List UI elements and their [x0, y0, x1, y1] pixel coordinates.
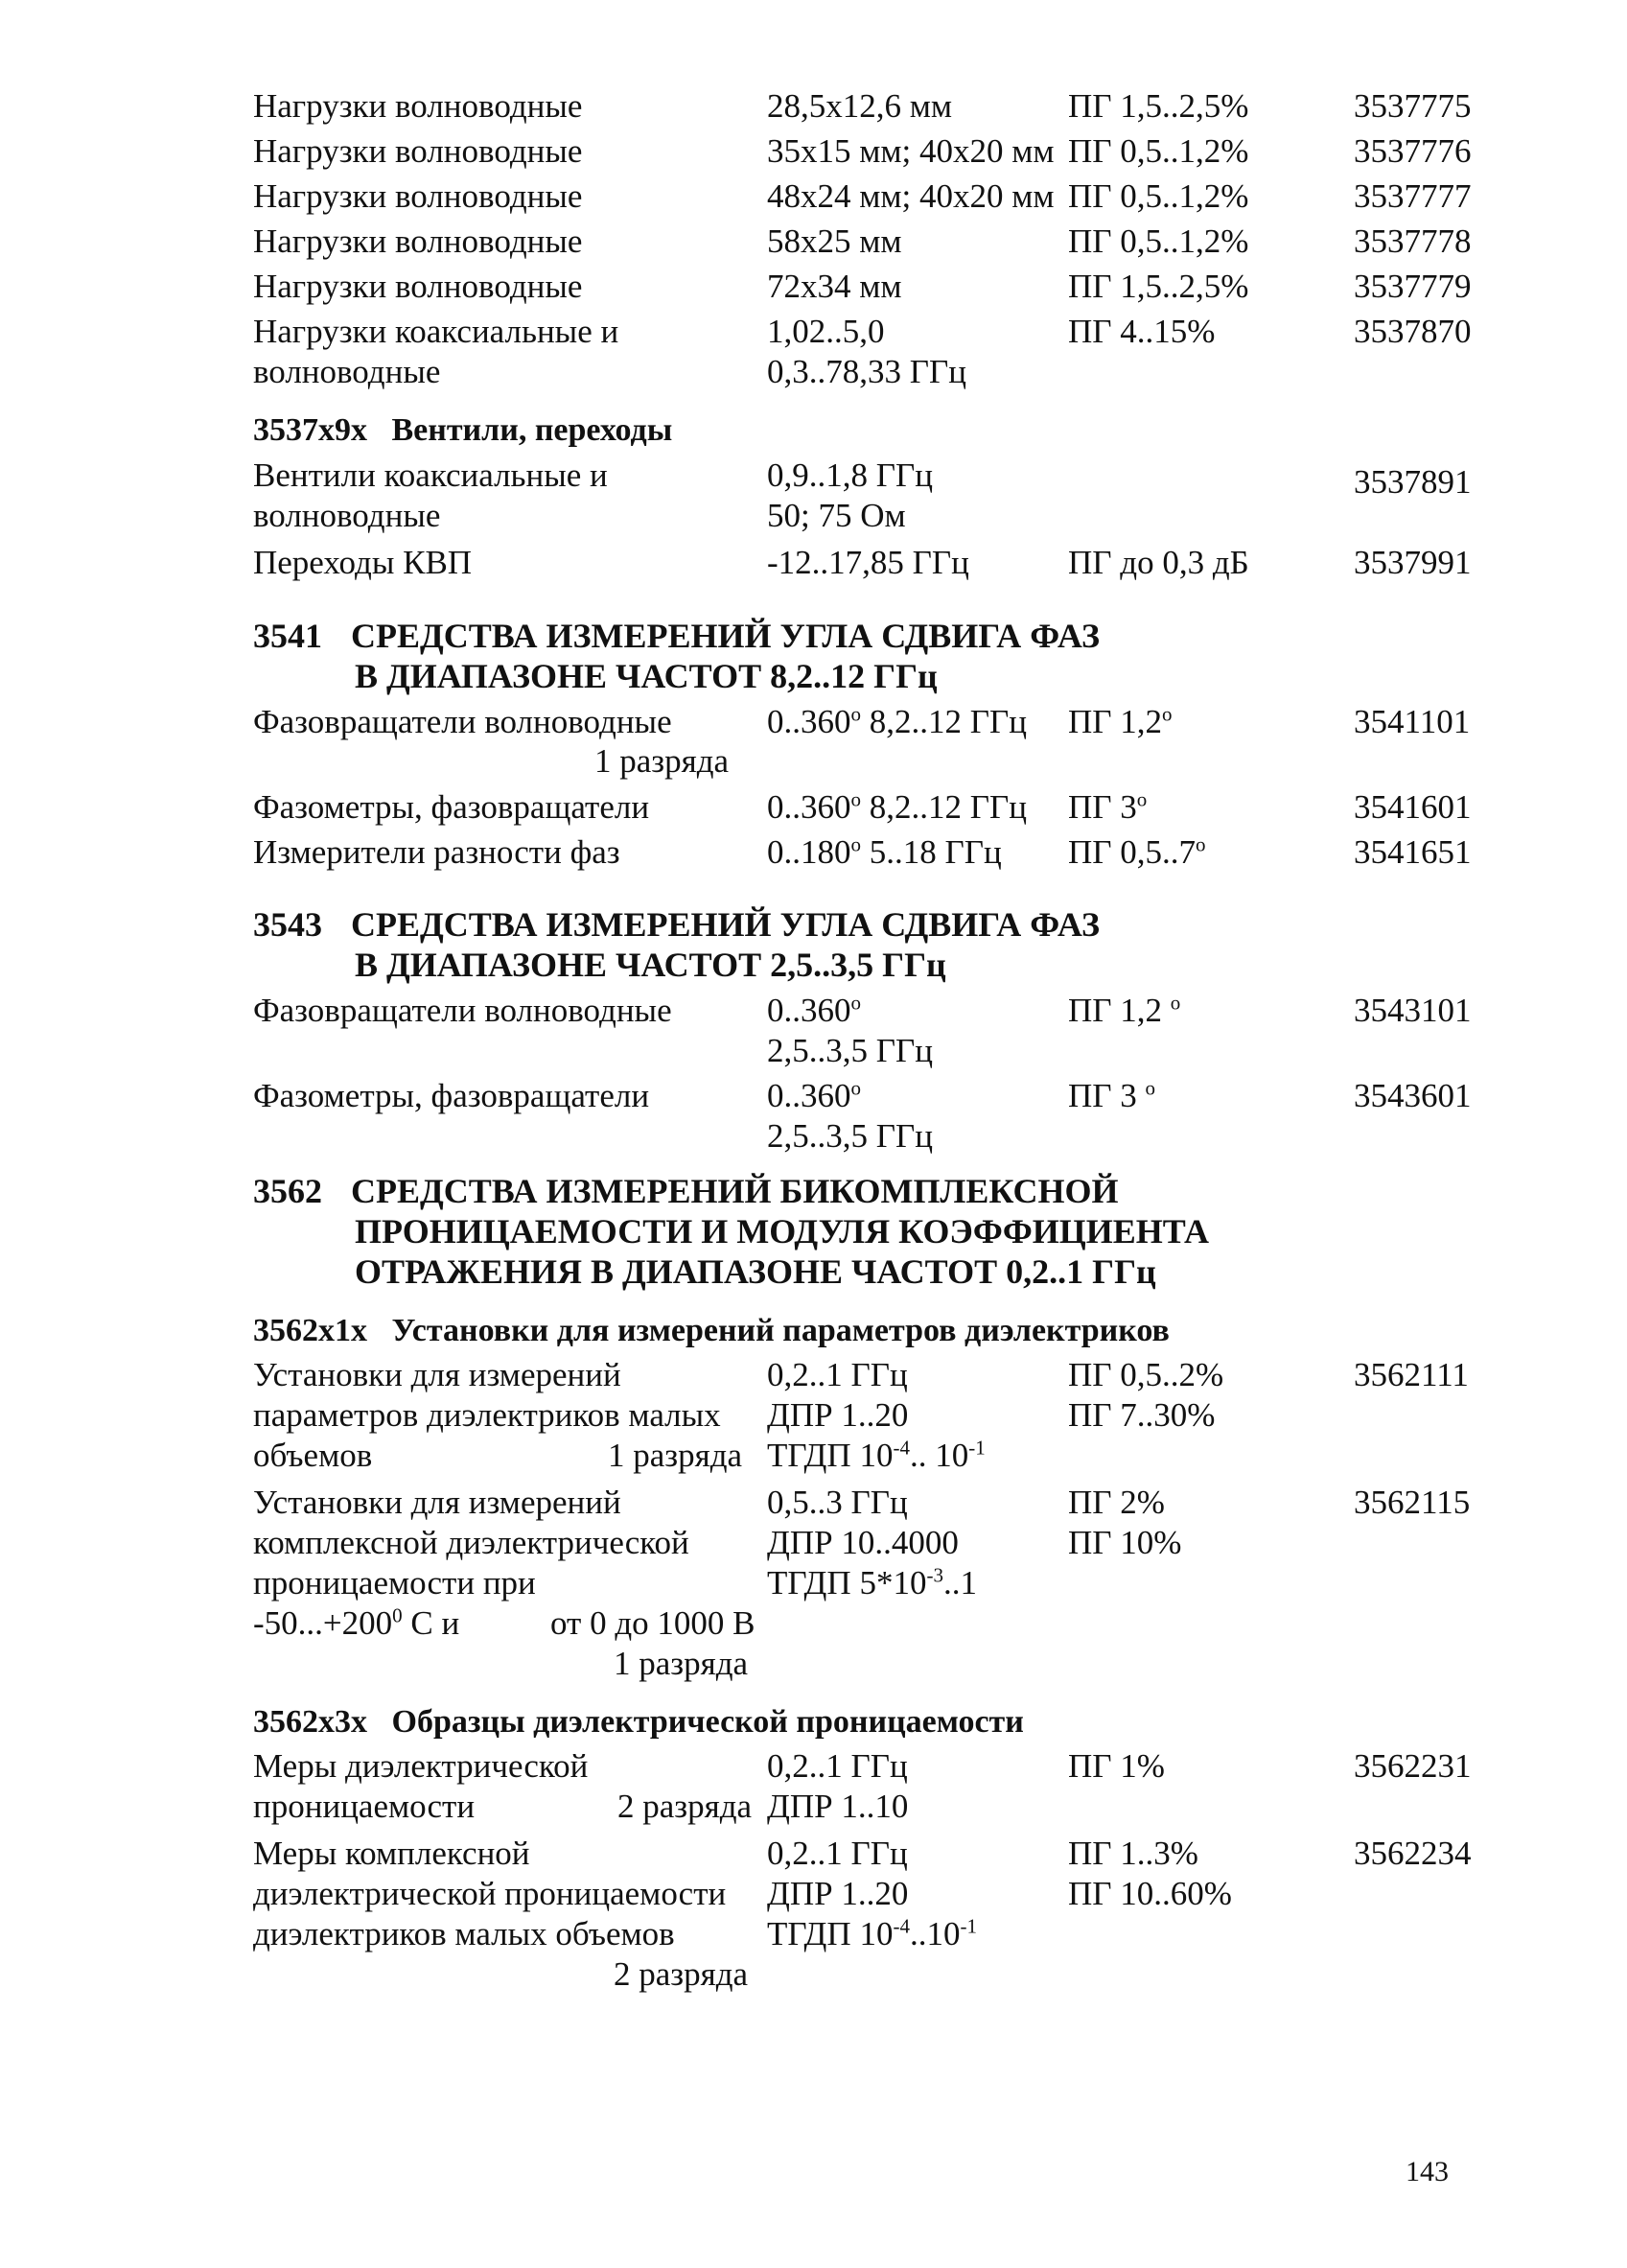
row-error: ПГ 10..60%: [1068, 1875, 1232, 1912]
row-error: ПГ до 0,3 дБ: [1068, 544, 1249, 581]
row-spec-cont: 2,5..3,5 ГГц: [767, 1032, 933, 1069]
row-error: ПГ 0,5..1,2%: [1068, 222, 1249, 260]
row-spec: 0,2..1 ГГц: [767, 1747, 908, 1785]
row-spec: ТГДП $10^{-4}$.. $10^{-1}$: [767, 1436, 986, 1474]
group-heading: [253, 1310, 1170, 1352]
row-code: 3537870: [1354, 313, 1472, 350]
row-spec: 58x25 мм: [767, 222, 902, 260]
row-name: Фазовращатели волноводные: [253, 992, 672, 1029]
row-spec: ТГДП $5*10^{-3}..1$: [767, 1563, 977, 1602]
row-name: Меры диэлектрической: [253, 1747, 589, 1785]
row-spec: ДПР 1..10: [767, 1788, 909, 1825]
row-name-cont: комплексной диэлектрической: [253, 1524, 689, 1561]
row-name: Нагрузки коаксиальные и: [253, 313, 619, 350]
row-code: 3537991: [1354, 544, 1472, 581]
section-title: ОТРАЖЕНИЯ В ДИАПАЗОНЕ ЧАСТОТ 0,2..1 ГГц: [355, 1252, 1156, 1291]
row-error: ПГ 7..30%: [1068, 1396, 1216, 1434]
row-name: Вентили коаксиальные и: [253, 456, 608, 494]
row-spec: 0..360$^o$ 8,2..12 ГГц: [767, 702, 1027, 740]
row-error: ПГ 3 $^o$: [1068, 1076, 1156, 1114]
section-number: 3541: [253, 617, 322, 655]
row-spec: 72x34 мм: [767, 268, 902, 305]
row-name: Установки для измерений: [253, 1356, 621, 1393]
row-spec: 0..360$^o$ 8,2..12 ГГц: [767, 787, 1027, 826]
row-error: ПГ 1,5..2,5%: [1068, 268, 1249, 305]
row-rank: 1 разряда: [594, 742, 730, 780]
row-code: 3562231: [1354, 1747, 1472, 1785]
row-spec-cont: 2,5..3,5 ГГц: [767, 1117, 933, 1155]
row-code: 3537775: [1354, 87, 1472, 125]
group-heading: [253, 1701, 1024, 1743]
row-name: Нагрузки волноводные: [253, 268, 583, 305]
section-number: 3543: [253, 905, 322, 944]
row-error: ПГ 1..3%: [1068, 1835, 1198, 1872]
row-rank: 2 разряда: [614, 1955, 749, 1993]
group-code: 3537x9x: [253, 412, 367, 448]
row-error: ПГ 0,5..1,2%: [1068, 177, 1249, 215]
row-rank: 1 разряда: [608, 1437, 743, 1474]
row-spec: ТГДП $10^{-4}..10^{-1}$: [767, 1914, 977, 1952]
row-spec: 1,02..5,0: [767, 313, 885, 350]
row-name: Меры комплексной: [253, 1835, 530, 1872]
row-name-cont: проницаемости: [253, 1788, 476, 1825]
row-code: 3562115: [1354, 1484, 1471, 1521]
row-name-cont: волноводные: [253, 497, 441, 534]
section-title: В ДИАПАЗОНЕ ЧАСТОТ 2,5..3,5 ГГц: [355, 946, 946, 984]
row-spec: ДПР 10..4000: [767, 1524, 959, 1561]
row-spec: 0..360$^o$: [767, 991, 861, 1029]
row-error: ПГ 0,5..1,2%: [1068, 132, 1249, 170]
row-code: 3537779: [1354, 268, 1472, 305]
row-spec: 0..360$^o$: [767, 1076, 861, 1114]
row-code: 3562234: [1354, 1835, 1472, 1872]
row-spec: 35x15 мм; 40x20 мм: [767, 132, 1055, 170]
row-name: Переходы КВП: [253, 544, 473, 581]
group-code: 3562x1x: [253, 1313, 367, 1348]
row-rank: 1 разряда: [614, 1645, 749, 1682]
row-name: Нагрузки волноводные: [253, 222, 583, 260]
row-code: 3537777: [1354, 177, 1472, 215]
row-spec: 0..180$^o$ 5..18 ГГц: [767, 832, 1002, 871]
group-code: 3562x3x: [253, 1704, 367, 1740]
row-spec: 48x24 мм; 40x20 мм: [767, 177, 1055, 215]
row-name: Измерители разности фаз: [253, 833, 620, 871]
row-code: 3537778: [1354, 222, 1472, 260]
row-code: 3541101: [1354, 703, 1471, 740]
row-name-cont: диэлектрической проницаемости: [253, 1875, 727, 1912]
row-spec: 0,2..1 ГГц: [767, 1835, 908, 1872]
row-name-cont: параметров диэлектриков малых: [253, 1396, 721, 1434]
row-name-cont: объемов: [253, 1437, 373, 1474]
row-error: ПГ 0,5..7$^o$: [1068, 832, 1206, 871]
row-error: ПГ 0,5..2%: [1068, 1356, 1224, 1393]
row-name-cont: волноводные: [253, 353, 441, 390]
row-error: ПГ 1,5..2,5%: [1068, 87, 1249, 125]
row-name: Нагрузки волноводные: [253, 87, 583, 125]
row-spec: -12..17,85 ГГц: [767, 544, 969, 581]
row-spec: 0,2..1 ГГц: [767, 1356, 908, 1393]
row-code: 3541601: [1354, 788, 1472, 826]
row-name-cont: диэлектриков малых объемов: [253, 1915, 675, 1952]
section-title: ПРОНИЦАЕМОСТИ И МОДУЛЯ КОЭФФИЦИЕНТА: [355, 1212, 1209, 1251]
row-error: ПГ 1,2 $^o$: [1068, 991, 1181, 1029]
group-title: Образцы диэлектрической проницаемости: [391, 1704, 1024, 1740]
row-spec-cont: 0,3..78,33 ГГц: [767, 353, 966, 390]
row-name-cont: от 0 до 1000 В: [550, 1604, 755, 1642]
row-code: 3562111: [1354, 1356, 1469, 1393]
row-name-cont: проницаемости при: [253, 1564, 536, 1602]
row-spec: 0,9..1,8 ГГц: [767, 456, 933, 494]
row-code: 3537891: [1354, 463, 1472, 501]
section-title: СРЕДСТВА ИЗМЕРЕНИЙ УГЛА СДВИГА ФАЗ: [351, 617, 1100, 655]
row-code: 3543601: [1354, 1077, 1472, 1114]
row-rank: 2 разряда: [617, 1788, 753, 1825]
row-spec: 28,5x12,6 мм: [767, 87, 953, 125]
row-spec: ДПР 1..20: [767, 1875, 909, 1912]
row-spec: ДПР 1..20: [767, 1396, 909, 1434]
group-title: Установки для измерений параметров диэлектриков: [391, 1313, 1170, 1348]
section-number: 3562: [253, 1172, 322, 1210]
row-code: 3541651: [1354, 833, 1472, 871]
section-title: СРЕДСТВА ИЗМЕРЕНИЙ УГЛА СДВИГА ФАЗ: [351, 905, 1100, 944]
row-error: ПГ 1,2$^o$: [1068, 702, 1173, 740]
row-name: Фазовращатели волноводные: [253, 703, 672, 740]
row-spec: 0,5..3 ГГц: [767, 1484, 908, 1521]
row-name: Нагрузки волноводные: [253, 177, 583, 215]
section-title: В ДИАПАЗОНЕ ЧАСТОТ 8,2..12 ГГц: [355, 657, 938, 695]
row-name: Фазометры, фазовращатели: [253, 1077, 650, 1114]
row-name: Нагрузки волноводные: [253, 132, 583, 170]
row-name: Фазометры, фазовращатели: [253, 788, 650, 826]
section-title: СРЕДСТВА ИЗМЕРЕНИЙ БИКОМПЛЕКСНОЙ: [351, 1172, 1119, 1210]
row-name-cont: $-50...+200^0$ С и: [253, 1603, 460, 1642]
row-error: ПГ 10%: [1068, 1524, 1182, 1561]
group-title: Вентили, переходы: [391, 412, 673, 448]
group-heading: [253, 409, 672, 452]
row-error: ПГ 2%: [1068, 1484, 1165, 1521]
row-error: ПГ 3$^o$: [1068, 787, 1148, 826]
page-number: 143: [1406, 2156, 1449, 2187]
row-error: ПГ 4..15%: [1068, 313, 1216, 350]
row-code: 3537776: [1354, 132, 1472, 170]
row-name: Установки для измерений: [253, 1484, 621, 1521]
row-code: 3543101: [1354, 992, 1472, 1029]
row-error: ПГ 1%: [1068, 1747, 1165, 1785]
row-spec-cont: 50; 75 Ом: [767, 497, 906, 534]
